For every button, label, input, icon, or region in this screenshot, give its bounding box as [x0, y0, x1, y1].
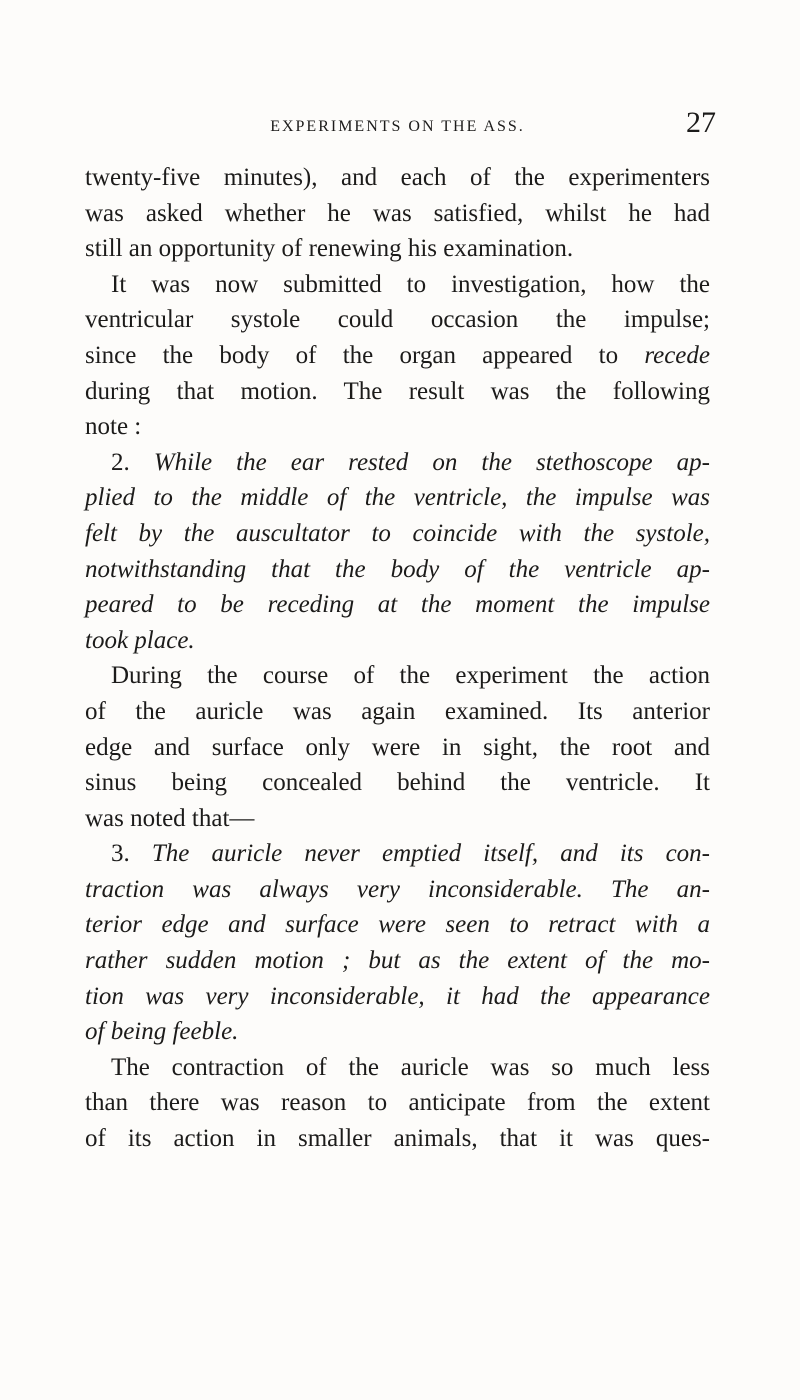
text-line: ventricular systole could occasion the impulse; — [85, 306, 710, 334]
text-line: was noted that— — [85, 804, 255, 832]
text-line: It was now submitted to investigation, how the — [111, 270, 710, 298]
text-line: during that motion. The result was the following — [85, 377, 710, 405]
text-line: peared to be receding at the moment the impulse — [85, 591, 710, 619]
text-line: felt by the auscultator to coincide with the systole, — [85, 519, 710, 547]
running-head — [85, 106, 716, 142]
text-line: plied to the middle of the ventricle, the impulse was — [85, 484, 710, 512]
body-text — [85, 160, 710, 1157]
page-number: 27 — [686, 106, 716, 139]
text-line: The contraction of the auricle was so much less — [111, 1053, 710, 1081]
text-line: edge and surface only were in sight, the root and — [85, 733, 710, 761]
text-line: 3. The auricle never emptied itself, and its con- — [111, 840, 710, 868]
text-line: note : — [85, 413, 142, 441]
text-line: sinus being concealed behind the ventricle. It — [85, 769, 710, 797]
text-line: of its action in smaller animals, that it was ques- — [85, 1125, 710, 1153]
running-title: EXPERIMENTS ON THE ASS. — [270, 118, 525, 135]
text-line: tion was very inconsiderable, it had the appearance — [85, 982, 710, 1010]
text-line: of the auricle was again examined. Its anterior — [85, 697, 710, 725]
text-line: since the body of the organ appeared to recede — [85, 341, 710, 369]
text-line: traction was always very inconsiderable. The an- — [85, 875, 710, 903]
text-line: 2. While the ear rested on the stethoscope ap- — [111, 448, 711, 476]
text-line: notwithstanding that the body of the ventricle ap- — [85, 555, 710, 583]
text-line: rather sudden motion ; but as the extent of the mo- — [85, 947, 710, 975]
text-line: terior edge and surface were seen to retract with a — [85, 911, 710, 939]
text-line: was asked whether he was satisfied, whilst he had — [85, 199, 710, 227]
text-line: than there was reason to anticipate from the extent — [85, 1089, 710, 1117]
text-line: of being feeble. — [85, 1018, 239, 1046]
text-line: still an opportunity of renewing his examination. — [85, 235, 574, 263]
text-line: During the course of the experiment the action — [111, 662, 710, 690]
text-line: took place. — [85, 626, 195, 654]
text-line: twenty-five minutes), and each of the experimenters — [85, 164, 710, 191]
